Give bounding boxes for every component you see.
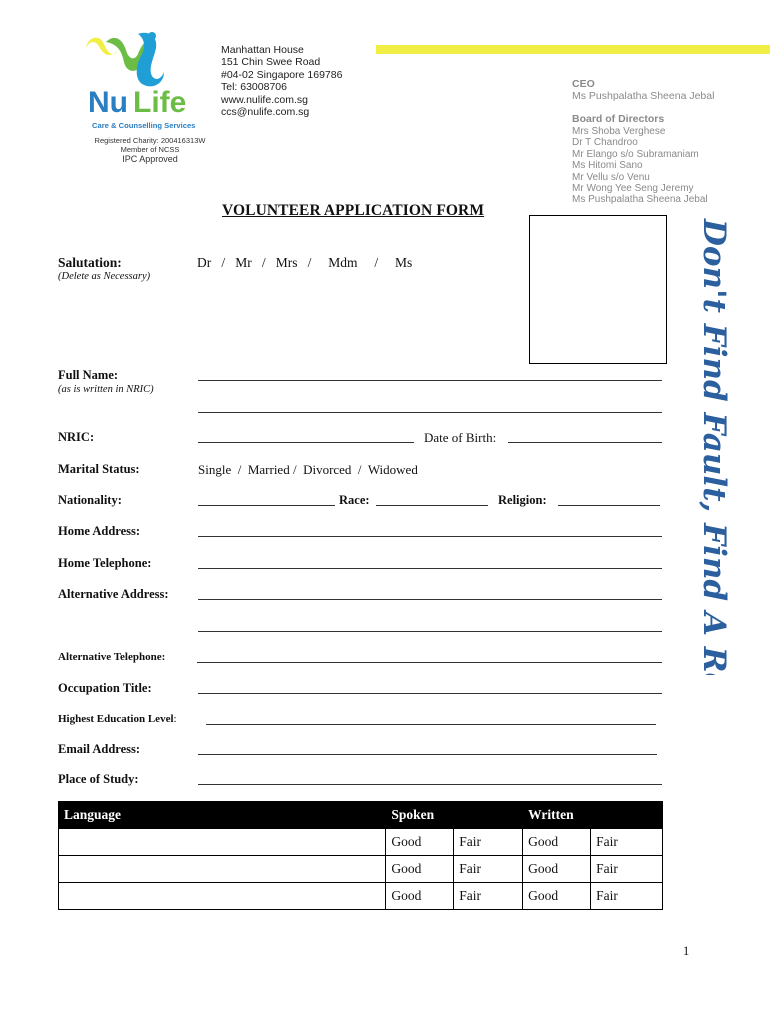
place-of-study-field[interactable]: [198, 784, 662, 785]
home-address-field[interactable]: [198, 536, 662, 537]
salutation-label: Salutation:: [58, 255, 122, 270]
alternative-address-field[interactable]: [198, 599, 662, 600]
ceo-heading: CEO: [572, 78, 595, 90]
full-name-note: (as is written in NRIC): [58, 384, 154, 395]
svg-text:Nu: Nu: [88, 86, 128, 119]
marital-status-options[interactable]: Single / Married / Divorced / Widowed: [198, 462, 418, 477]
full-name-label: Full Name:: [58, 368, 119, 382]
board-member: Mr Wong Yee Seng Jeremy: [572, 183, 694, 195]
religion-field[interactable]: [558, 505, 660, 506]
spoken-fair-cell[interactable]: Fair: [454, 829, 523, 856]
alternative-telephone-label: Alternative Telephone:: [58, 651, 166, 663]
education-colon: :: [173, 713, 177, 725]
table-row: [59, 883, 663, 910]
written-header: Written: [523, 802, 663, 829]
race-label: Race:: [339, 493, 370, 507]
address-line: Tel: 63008706: [221, 81, 287, 94]
spoken-good-cell[interactable]: Good: [386, 856, 454, 883]
board-member: Mr Vellu s/o Venu: [572, 171, 650, 183]
language-cell[interactable]: [59, 856, 386, 883]
language-cell[interactable]: [59, 829, 386, 856]
photo-box[interactable]: [529, 215, 667, 364]
email-address-field[interactable]: [198, 754, 657, 755]
org-address: [221, 44, 342, 118]
slogan: [686, 215, 746, 675]
address-line: #04-02 Singapore 169786: [221, 68, 343, 81]
occupation-title-label: Occupation Title:: [58, 681, 152, 695]
spoken-header: Spoken: [386, 802, 523, 829]
board-member: Dr T Chandroo: [572, 137, 638, 149]
home-address-label: Home Address:: [58, 524, 141, 538]
written-fair-cell[interactable]: Fair: [591, 829, 663, 856]
svg-text:Care & Counselling Services: Care & Counselling Services: [92, 121, 196, 130]
charity-number: Registered Charity: 200416313W: [94, 136, 206, 145]
dob-field[interactable]: [508, 442, 662, 443]
svg-text:Life: Life: [133, 86, 187, 119]
logo-mark-icon: [78, 28, 218, 132]
full-name-field-2[interactable]: [198, 412, 662, 413]
language-table-header: [59, 802, 663, 829]
slogan-text: Don't Find Fault, Find A Remedy: [696, 219, 732, 675]
home-telephone-field[interactable]: [198, 568, 662, 569]
page-number: 1: [683, 944, 690, 958]
nric-field[interactable]: [198, 442, 414, 443]
board-member: Mr Elango s/o Subramaniam: [572, 148, 699, 160]
table-row: [59, 829, 663, 856]
board-member: Mrs Shoba Verghese: [572, 126, 666, 137]
nulife-logo: [78, 28, 218, 132]
marital-status-label: Marital Status:: [58, 462, 140, 476]
language-cell[interactable]: [59, 883, 386, 910]
header-yellow-bar: [376, 45, 770, 54]
written-good-cell[interactable]: Good: [523, 829, 591, 856]
religion-label: Religion:: [498, 493, 547, 507]
address-line: Manhattan House: [221, 44, 304, 56]
written-good-cell[interactable]: Good: [523, 883, 591, 910]
race-field[interactable]: [376, 505, 488, 506]
board-member: Ms Pushpalatha Sheena Jebal: [572, 194, 708, 206]
spoken-fair-cell[interactable]: Fair: [454, 856, 523, 883]
written-fair-cell[interactable]: Fair: [591, 856, 663, 883]
table-row: [59, 856, 663, 883]
spoken-fair-cell[interactable]: Fair: [454, 883, 523, 910]
email-address-label: Email Address:: [58, 742, 141, 756]
ipc-approved: IPC Approved: [122, 154, 178, 164]
form-title: VOLUNTEER APPLICATION FORM: [222, 202, 485, 219]
dob-label: Date of Birth:: [424, 430, 497, 445]
education-level-field[interactable]: [206, 724, 656, 725]
salutation-options[interactable]: Dr / Mr / Mrs / Mdm / Ms: [197, 255, 413, 270]
nric-label: NRIC:: [58, 430, 95, 444]
place-of-study-label: Place of Study:: [58, 772, 139, 786]
charity-info: [80, 136, 220, 165]
address-line: 151 Chin Swee Road: [221, 56, 321, 69]
education-level-label-text: Highest Education Level: [58, 713, 174, 725]
ceo-name: Ms Pushpalatha Sheena Jebal: [572, 90, 715, 102]
language-header: Language: [59, 802, 386, 829]
nationality-field[interactable]: [198, 505, 335, 506]
education-level-label: [58, 713, 177, 725]
nationality-label: Nationality:: [58, 493, 122, 507]
written-fair-cell[interactable]: Fair: [591, 883, 663, 910]
written-good-cell[interactable]: Good: [523, 856, 591, 883]
full-name-field[interactable]: [198, 380, 662, 381]
member-of: Member of NCSS: [120, 145, 180, 154]
alternative-address-field-2[interactable]: [198, 631, 662, 632]
alternative-address-label: Alternative Address:: [58, 587, 169, 601]
home-telephone-label: Home Telephone:: [58, 556, 152, 570]
occupation-title-field[interactable]: [198, 693, 662, 694]
board-member: Ms Hitomi Sano: [572, 160, 643, 172]
spoken-good-cell[interactable]: Good: [386, 829, 454, 856]
address-line: ccs@nulife.com.sg: [221, 106, 310, 119]
address-line: www.nulife.com.sg: [221, 93, 308, 106]
language-table: [58, 801, 663, 910]
board-list: [572, 126, 708, 206]
alternative-telephone-field[interactable]: [197, 662, 662, 663]
board-heading: Board of Directors: [572, 113, 665, 125]
salutation-note: (Delete as Necessary): [58, 271, 151, 282]
spoken-good-cell[interactable]: Good: [386, 883, 454, 910]
